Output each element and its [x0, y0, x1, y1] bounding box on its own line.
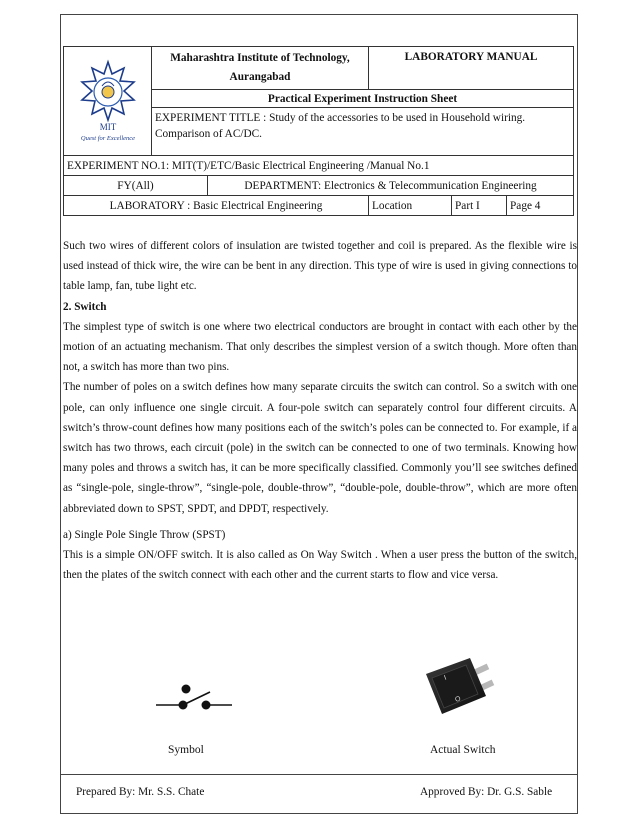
paragraph-wire: Such two wires of different colors of insulation are twisted together and coil is prepared. As the flexible wire is used instead of thick wire, the wire can be bent in any direction. This type of wire is used in giving connections to table lamp, fan, tube light etc.	[63, 240, 577, 293]
institute-logo-icon	[72, 56, 144, 144]
institute-name: Maharashtra Institute of Technology, Aurangabad	[152, 47, 369, 90]
sheet-title: Practical Experiment Instruction Sheet	[152, 90, 574, 108]
symbol-caption: Symbol	[168, 744, 204, 756]
prepared-by: Prepared By: Mr. S.S. Chate	[76, 786, 205, 798]
paragraph-switch-intro: The simplest type of switch is one where two electrical conductors are brought in contact with each other by the motion of an actuating mechanism. That only describes the simplest version of a switch though. More often than not, a switch has more than two pins.	[63, 320, 577, 374]
part-cell: Part I	[452, 196, 507, 216]
manual-title: LABORATORY MANUAL	[369, 47, 574, 90]
header-table	[63, 46, 574, 216]
heading-switch: 2. Switch	[63, 300, 107, 313]
location-cell: Location	[369, 196, 452, 216]
logo-cell	[64, 47, 152, 156]
logo-tagline: Quest for Excellence	[80, 134, 135, 142]
paragraph-poles-throws: The number of poles on a switch defines how many separate circuits the switch can control. So a switch with one pole, can only influence one single circuit. A four-pole switch can separately control four different circuits. A switch’s throw-count defines how many positions each of the switch’s poles can be connected to. For example, if a switch has two throws, each circuit (pole) in the switch can be connected to one of two terminals. Knowing how many poles and throws a switch has, it can be more specifically classified. Commonly you’ll see switches defined as “single-pole, single-throw”, “single-pole, double-throw”, “double-pole, double-throw”, which are more often abbreviated down to SPST, SPDT, and DPDT, respectively.	[63, 381, 577, 515]
rocker-switch-image	[412, 652, 502, 728]
subheading-spst: a) Single Pole Single Throw (SPST)	[63, 528, 226, 541]
experiment-number: EXPERIMENT NO.1: MIT(T)/ETC/Basic Electrical Engineering /Manual No.1	[64, 156, 574, 176]
approved-by: Approved By: Dr. G.S. Sable	[420, 786, 553, 798]
actual-switch-caption: Actual Switch	[430, 744, 496, 756]
paragraph-spst: This is a simple ON/OFF switch. It is also called as On Way Switch . When a user press the button of the switch, then the plates of the switch connect with each other and the current starts to flow and vice versa.	[63, 549, 577, 582]
body-text	[63, 236, 577, 585]
switch-off-glyph: O	[454, 695, 462, 704]
footer-divider	[60, 774, 578, 775]
fy-cell: FY(All)	[64, 176, 208, 196]
experiment-title: EXPERIMENT TITLE : Study of the accessories to be used in Household wiring. Comparison of AC/DC.	[152, 108, 574, 156]
switch-on-glyph: I	[443, 674, 448, 682]
spst-symbol-icon	[150, 680, 240, 720]
page-cell: Page 4	[507, 196, 574, 216]
laboratory-cell: LABORATORY : Basic Electrical Engineering	[64, 196, 369, 216]
department-cell: DEPARTMENT: Electronics & Telecommunication Engineering	[208, 176, 574, 196]
logo-text: MIT	[99, 121, 116, 132]
